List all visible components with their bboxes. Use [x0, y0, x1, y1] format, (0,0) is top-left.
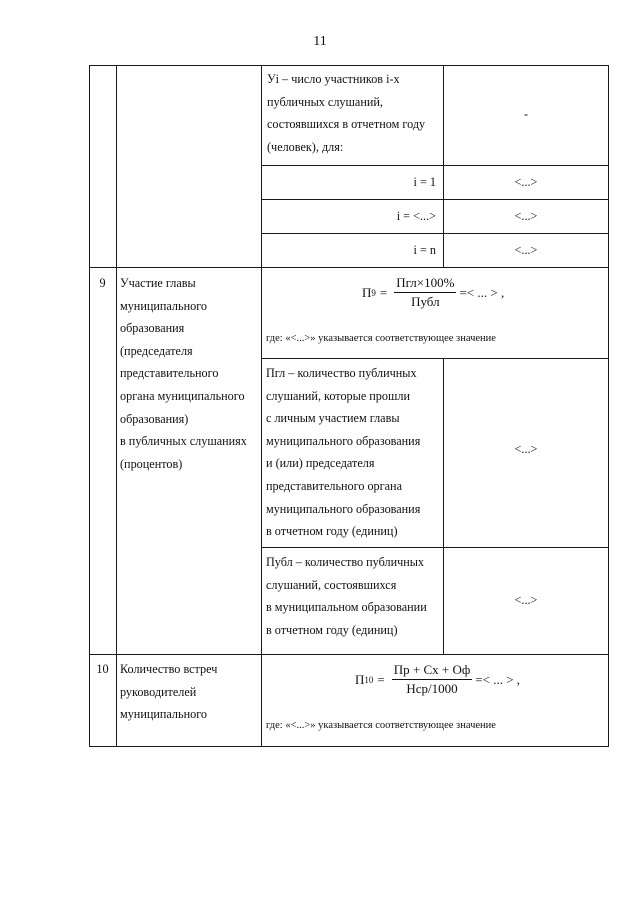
formula-numerator: Пр + Сх + Оф — [392, 662, 473, 680]
subrow-line-2 — [261, 199, 609, 200]
subrow-label: i = <...> — [396, 209, 436, 223]
table-border-left — [89, 65, 90, 747]
formula-note: где: «<...>» указывается соответствующее значение — [266, 333, 496, 344]
text-line: в отчетном году (единиц) — [266, 622, 398, 637]
row-9-top-line — [89, 267, 609, 268]
row-number: 10 — [96, 662, 109, 676]
row-number: 9 — [99, 276, 106, 290]
subrow-value: <...> — [514, 175, 538, 189]
text-line: руководителей — [120, 684, 197, 699]
subrow-line-1 — [261, 165, 609, 166]
text-line: в муниципальном образовании — [266, 600, 427, 615]
row-y-text — [267, 68, 425, 158]
page-number: 11 — [313, 34, 327, 49]
row-9-formula-bottom-line — [261, 358, 609, 359]
indicator-name — [120, 658, 217, 726]
text-line: Количество встреч — [120, 662, 218, 676]
subrow-value: <...> — [514, 209, 538, 223]
subrow-label: i = 1 — [413, 175, 436, 189]
indicator-name — [120, 272, 247, 475]
text-line: муниципального — [120, 707, 207, 722]
text-line: муниципального образования — [266, 433, 421, 448]
text-line: Участие главы — [120, 276, 196, 290]
param-description — [266, 551, 427, 641]
formula-note: где: «<...>» указывается соответствующее значение — [266, 720, 496, 731]
param-description — [266, 362, 420, 543]
table-border-right — [608, 65, 609, 747]
formula-tail: =< ... > , — [475, 671, 521, 687]
text-line: в публичных слушаниях — [120, 434, 247, 449]
text-line: слушаний, которые прошли — [266, 388, 410, 403]
subrow-line-3 — [261, 233, 609, 234]
text-line: (человек), для: — [267, 139, 344, 154]
text-line: представительного органа — [266, 478, 402, 493]
formula-subscript: 9 — [371, 287, 376, 298]
equals-sign: = — [379, 284, 388, 300]
subrow-value: <...> — [514, 243, 538, 257]
formula-subscript: 10 — [364, 674, 374, 685]
formula-tail: =< ... > , — [459, 284, 505, 300]
text-line: с личным участием главы — [266, 411, 400, 426]
formula-lhs: П — [362, 284, 372, 300]
equals-sign: = — [377, 671, 385, 687]
param-value: <...> — [514, 442, 538, 456]
text-line: состоявшихся в отчетном году — [267, 117, 426, 132]
formula-denominator: Публ — [411, 294, 440, 309]
param-value: <...> — [514, 593, 538, 607]
formula-numerator: Пгл×100% — [394, 275, 456, 293]
text-line: муниципального — [120, 298, 207, 313]
table-border-top — [89, 65, 609, 66]
formula-fraction — [394, 275, 456, 310]
text-line: и (или) председателя — [266, 456, 375, 471]
formula-p9 — [362, 275, 504, 310]
text-line: (процентов) — [120, 456, 183, 471]
row-10-top-line — [89, 654, 609, 655]
text-line: в отчетном году (единиц) — [266, 524, 398, 539]
subrow-label: i = n — [413, 243, 436, 257]
text-line: Пгл – количество публичных — [266, 366, 417, 380]
row-y-value: - — [523, 107, 529, 121]
text-line: представительного — [120, 366, 219, 381]
text-line: слушаний, состоявшихся — [266, 577, 397, 592]
text-line: образования) — [120, 411, 189, 426]
text-line: образования — [120, 321, 185, 336]
table-border-bottom — [89, 746, 609, 747]
table-col-divider-1 — [116, 65, 117, 747]
formula-fraction — [392, 662, 473, 697]
formula-p10 — [355, 662, 520, 697]
formula-denominator: Нср/1000 — [406, 681, 458, 696]
text-line: муниципального образования — [266, 501, 421, 516]
text-line: (председателя — [120, 343, 193, 358]
indicator-table — [89, 65, 609, 747]
text-line: Уi – число участников i-х — [267, 72, 400, 86]
text-line: органа муниципального — [120, 388, 245, 403]
table-col-divider-3 — [443, 65, 444, 267]
text-line: Публ – количество публичных — [266, 555, 425, 569]
row-9-param-line — [261, 547, 609, 548]
formula-lhs: П — [355, 671, 365, 687]
table-col-divider-2 — [261, 65, 262, 747]
text-line: публичных слушаний, — [267, 94, 383, 109]
